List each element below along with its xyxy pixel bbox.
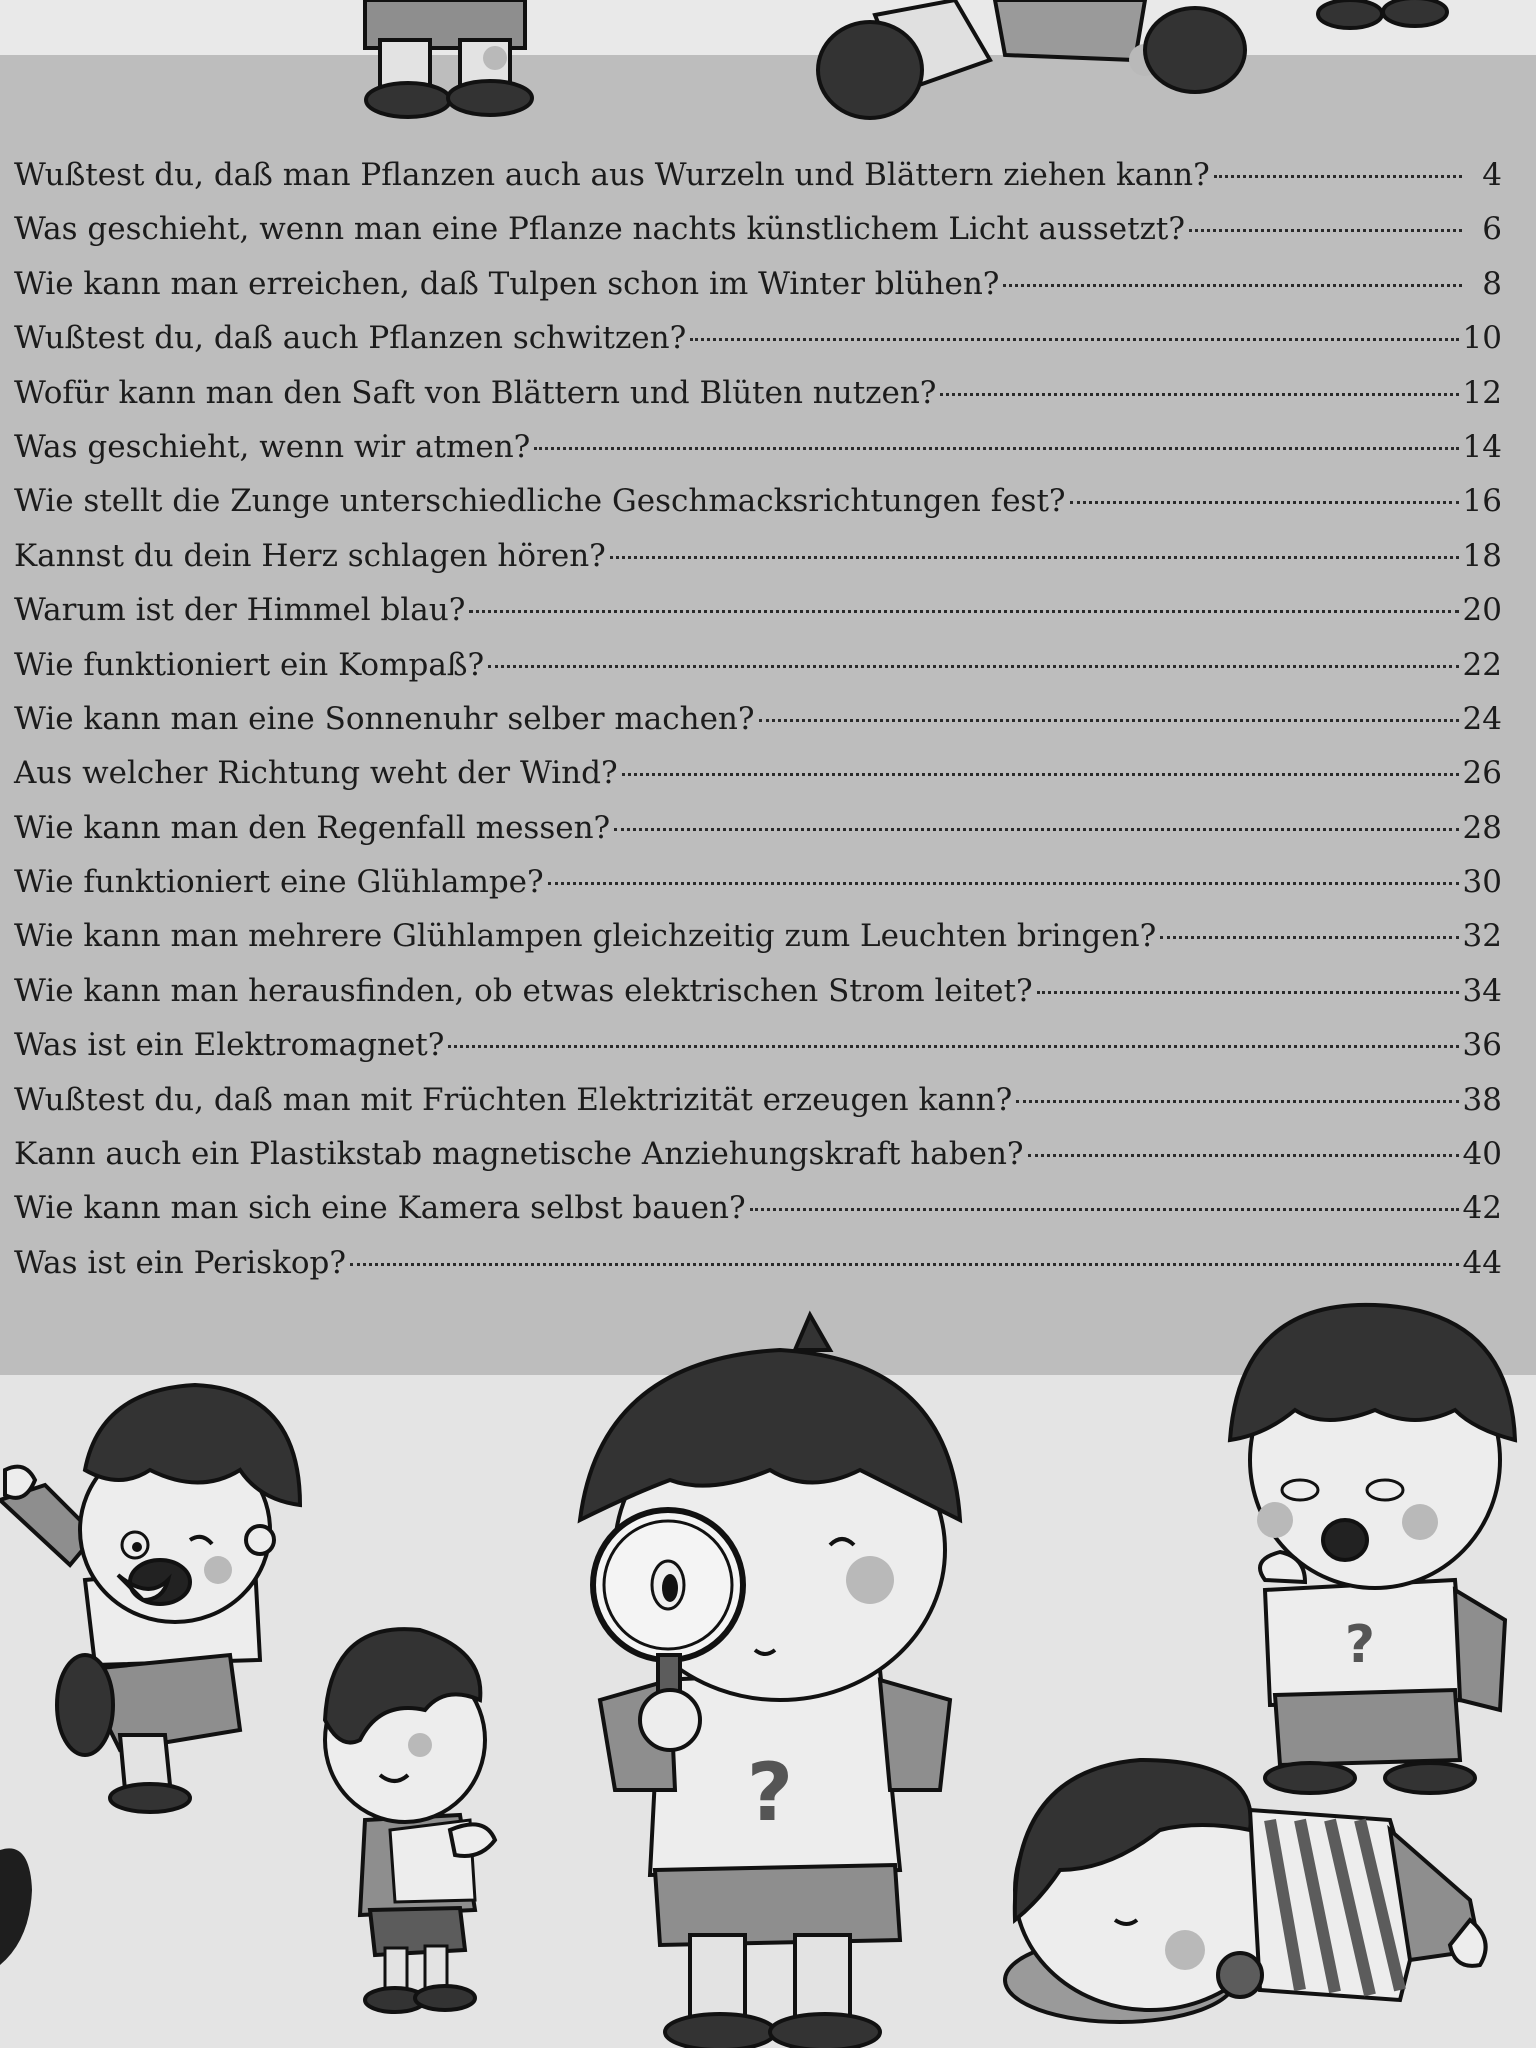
toc-page-number: 24: [1462, 700, 1502, 737]
kid-sleeping: [1000, 1720, 1500, 2040]
toc-dot-leader: [488, 665, 1458, 668]
top-kid-legs-middle: [815, 0, 1255, 135]
toc-entry: [14, 420, 1502, 474]
toc-dot-leader: [469, 610, 1458, 613]
toc-page-number: 12: [1462, 374, 1502, 411]
toc-question: Aus welcher Richtung weht der Wind?: [14, 755, 618, 792]
toc-dot-leader: [1070, 501, 1459, 504]
toc-question: Kann auch ein Plastikstab magnetische Anziehungskraft haben?: [14, 1136, 1024, 1173]
toc-page-number: 10: [1462, 320, 1502, 357]
toc-page-number: 18: [1462, 537, 1502, 574]
toc-dot-leader: [614, 828, 1458, 831]
toc-entry: [14, 148, 1502, 202]
toc-dot-leader: [1189, 229, 1462, 232]
toc-entry: [14, 692, 1502, 746]
toc-question: Kannst du dein Herz schlagen hören?: [14, 537, 606, 574]
toc-entry: [14, 909, 1502, 963]
toc-entry: [14, 529, 1502, 583]
toc-page-number: 16: [1462, 483, 1502, 520]
toc-question: Wie stellt die Zunge unterschiedliche Geschmacksrichtungen fest?: [14, 483, 1066, 520]
toc-entry: [14, 801, 1502, 855]
toc-entry: [14, 638, 1502, 692]
toc-question: Wie kann man eine Sonnenuhr selber machen?: [14, 700, 755, 737]
toc-entry: [14, 746, 1502, 800]
toc-page-number: 32: [1462, 918, 1502, 955]
toc-question: Warum ist der Himmel blau?: [14, 592, 466, 629]
toc-question: Was ist ein Periskop?: [14, 1244, 346, 1281]
table-of-contents: [14, 148, 1502, 1290]
toc-question: Was geschieht, wenn wir atmen?: [14, 428, 531, 465]
toc-dot-leader: [622, 773, 1459, 776]
toc-question: Wie kann man den Regenfall messen?: [14, 809, 611, 846]
edge-shape-left: [0, 1840, 40, 1970]
toc-page-number: 40: [1462, 1136, 1502, 1173]
toc-page-number: 8: [1482, 265, 1502, 302]
toc-entry: [14, 474, 1502, 528]
toc-question: Wußtest du, daß auch Pflanzen schwitzen?: [14, 320, 687, 357]
toc-question: Wußtest du, daß man Pflanzen auch aus Wurzeln und Blättern ziehen kann?: [14, 157, 1210, 193]
toc-entry: [14, 257, 1502, 311]
toc-dot-leader: [448, 1045, 1458, 1048]
toc-dot-leader: [350, 1263, 1459, 1266]
toc-page-number: 28: [1462, 809, 1502, 846]
toc-entry: [14, 1236, 1502, 1290]
toc-question: Wie kann man sich eine Kamera selbst bauen?: [14, 1190, 746, 1227]
toc-entry: [14, 855, 1502, 909]
top-kid-shoes-right: [1315, 0, 1455, 40]
toc-dot-leader: [750, 1208, 1459, 1211]
toc-dot-leader: [759, 719, 1459, 722]
toc-dot-leader: [940, 393, 1458, 396]
toc-dot-leader: [548, 882, 1459, 885]
toc-page-number: 42: [1462, 1190, 1502, 1227]
toc-entry: [14, 583, 1502, 637]
toc-entry: [14, 311, 1502, 365]
toc-page-number: 4: [1482, 157, 1502, 193]
toc-question: Wußtest du, daß man mit Früchten Elektrizität erzeugen kann?: [14, 1081, 1013, 1118]
toc-dot-leader: [1037, 991, 1459, 994]
toc-question: Wofür kann man den Saft von Blättern und Blüten nutzen?: [14, 374, 937, 411]
toc-page-number: 14: [1462, 428, 1502, 465]
toc-question: Was geschieht, wenn man eine Pflanze nachts künstlichem Licht aussetzt?: [14, 211, 1185, 248]
toc-dot-leader: [690, 338, 1458, 341]
toc-question: Wie kann man herausfinden, ob etwas elektrischen Strom leitet?: [14, 972, 1033, 1009]
toc-entry: [14, 1181, 1502, 1235]
shirt-question-mark: ?: [746, 1746, 794, 1839]
toc-dot-leader: [610, 556, 1459, 559]
shirt-question-mark: ?: [1344, 1615, 1376, 1675]
toc-page-number: 22: [1462, 646, 1502, 683]
toc-page-number: 26: [1462, 755, 1502, 792]
toc-question: Wie kann man mehrere Glühlampen gleichzeitig zum Leuchten bringen?: [14, 918, 1157, 955]
toc-dot-leader: [534, 447, 1458, 450]
toc-page-number: 6: [1482, 211, 1502, 248]
toc-page-number: 36: [1462, 1027, 1502, 1064]
toc-dot-leader: [1016, 1100, 1458, 1103]
toc-dot-leader: [1160, 936, 1458, 939]
toc-page-number: 30: [1462, 864, 1502, 901]
toc-page-number: 20: [1462, 592, 1502, 629]
kid-wondering: [270, 1590, 530, 2020]
toc-dot-leader: [1028, 1154, 1459, 1157]
toc-dot-leader: [1003, 284, 1462, 287]
toc-entry: [14, 1127, 1502, 1181]
toc-entry: [14, 1073, 1502, 1127]
toc-entry: [14, 366, 1502, 420]
toc-question: Wie kann man erreichen, daß Tulpen schon im Winter blühen?: [14, 265, 1000, 302]
top-kid-legs-left: [350, 0, 570, 125]
toc-entry: [14, 202, 1502, 256]
toc-question: Was ist ein Elektromagnet?: [14, 1027, 445, 1064]
toc-entry: [14, 964, 1502, 1018]
toc-question: Wie funktioniert ein Kompaß?: [14, 646, 485, 683]
toc-page-number: 38: [1462, 1081, 1502, 1118]
toc-entry: [14, 1018, 1502, 1072]
toc-page-number: 34: [1462, 972, 1502, 1009]
toc-dot-leader: [1214, 175, 1462, 178]
kid-with-magnifier: [560, 1320, 980, 2048]
toc-question: Wie funktioniert eine Glühlampe?: [14, 864, 544, 901]
toc-page-number: 44: [1462, 1244, 1502, 1281]
